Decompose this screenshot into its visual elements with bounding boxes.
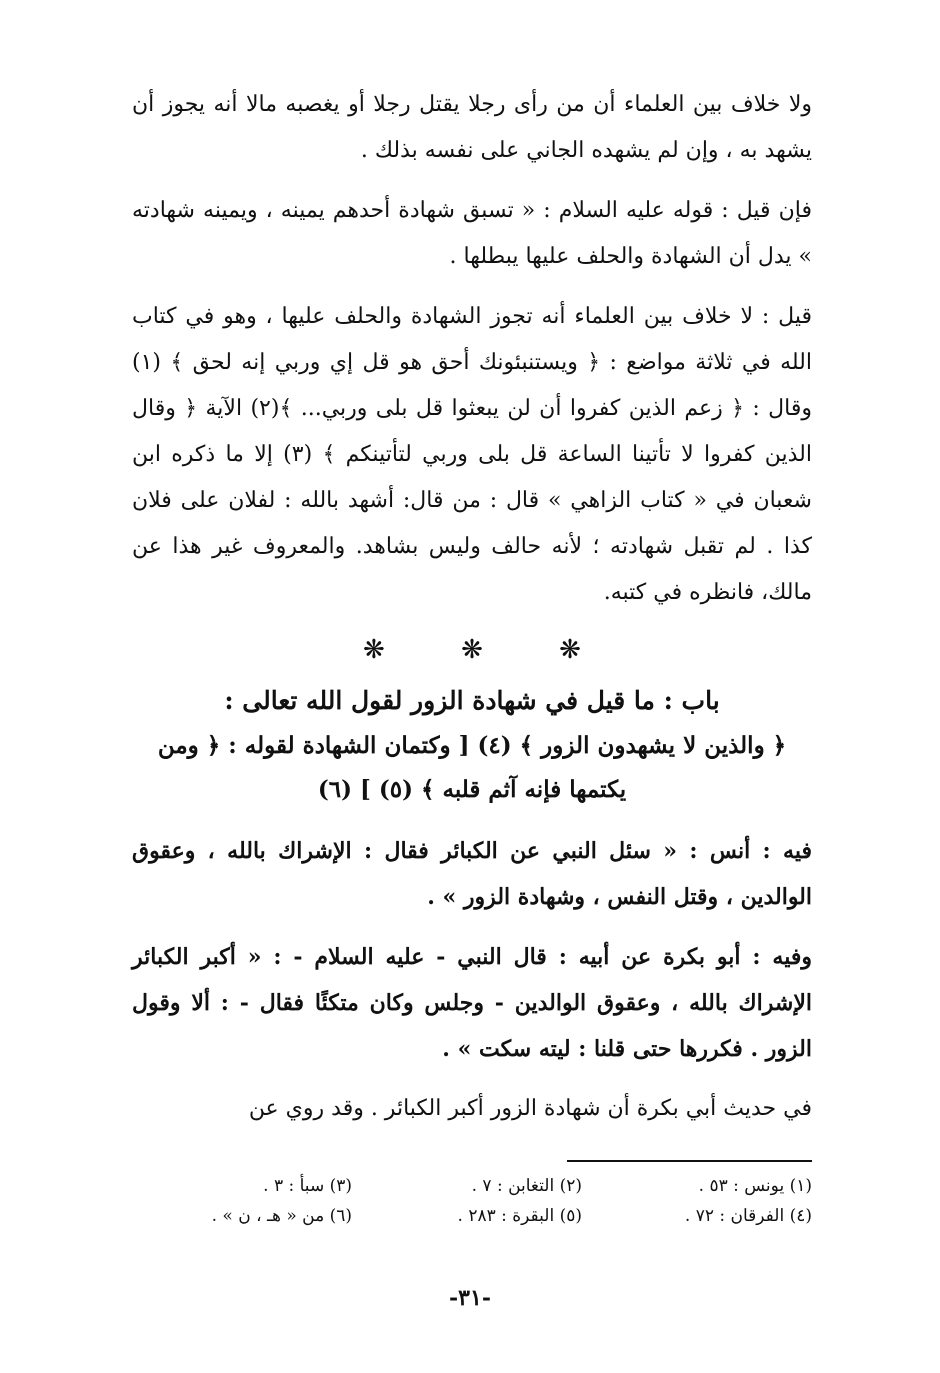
paragraph-6: في حديث أبي بكرة أن شهادة الزور أكبر الكبائر . وقد روي عن bbox=[248, 1096, 812, 1121]
page-body bbox=[132, 82, 812, 1146]
chapter-subheading: ﴿ والذين لا يشهدون الزور ﴾ (٤) [ وكتمان الشهادة لقوله : ﴿ ومن يكتمها فإنه آثم قلبه ﴾ (٥) ] (٦) bbox=[157, 732, 787, 803]
paragraph-2: فإن قيل : قوله عليه السلام : « تسبق شهادة أحدهم يمينه ، ويمينه شهادته » يدل أن الشهادة والحلف عليها يبطلها . bbox=[132, 198, 812, 269]
footnote-2: (٢) التغابن : ٧ . bbox=[471, 1176, 582, 1196]
paragraph-1: ولا خلاف بين العلماء أن من رأى رجلا يقتل رجلا أو يغصبه مالا أنه يجوز أن يشهد به ، وإن لم يشهده الجاني على نفسه بذلك . bbox=[132, 92, 812, 163]
star-ornament-icon: ❋ bbox=[461, 635, 483, 665]
footnote-divider bbox=[567, 1160, 812, 1162]
paragraph-5: وفيه : أبو بكرة عن أبيه : قال النبي - عليه السلام - : « أكبر الكبائر الإشراك بالله ، وعقوق الوالدين - وجلس وكان متكئًا فقال - : ألا وقول الزور . فكررها حتى قلنا : ليته سكت » . bbox=[132, 944, 812, 1062]
star-ornament-icon: ❋ bbox=[363, 635, 385, 665]
chapter-heading: باب : ما قيل في شهادة الزور لقول الله تعالى : bbox=[224, 686, 720, 715]
footnote-1: (١) يونس : ٥٣ . bbox=[698, 1176, 812, 1196]
paragraph-3: قيل : لا خلاف بين العلماء أنه تجوز الشهادة والحلف عليها ، وهو في كتاب الله في ثلاثة مواضع : ﴿ ويستنبئونك أحق هو قل إي وربي إنه لحق ﴾ (١) وقال : ﴿ زعم الذين كفروا أن لن يبعثوا قل بلى وربي... ﴾(٢) الآية ﴿ وقال الذين كفروا لا تأتينا الساعة قل بلى وربي لتأتينكم ﴾ (٣) إلا ما ذكره ابن شعبان في « كتاب الزاهي » قال : من قال: أشهد بالله : لفلان على فلان كذا . لم تقبل شهادته ؛ لأنه حالف وليس بشاهد. والمعروف غير هذا عن مالك، فانظره في كتبه. bbox=[132, 304, 813, 605]
footnote-4: (٤) الفرقان : ٧٢ . bbox=[684, 1206, 812, 1226]
section-separator bbox=[132, 630, 812, 670]
star-ornament-icon: ❋ bbox=[559, 635, 581, 665]
footnote-5: (٥) البقرة : ٢٨٣ . bbox=[457, 1206, 582, 1226]
page-number: -٣١- bbox=[449, 1285, 491, 1311]
footnote-6: (٦) من « هـ ، ن » . bbox=[211, 1206, 352, 1226]
footnote-3: (٣) سبأ : ٣ . bbox=[263, 1176, 352, 1196]
footnotes bbox=[122, 1172, 812, 1230]
paragraph-4: فيه : أنس : « سئل النبي عن الكبائر فقال : الإشراك بالله ، وعقوق الوالدين ، وقتل النفس ، وشهادة الزور » . bbox=[132, 838, 812, 910]
